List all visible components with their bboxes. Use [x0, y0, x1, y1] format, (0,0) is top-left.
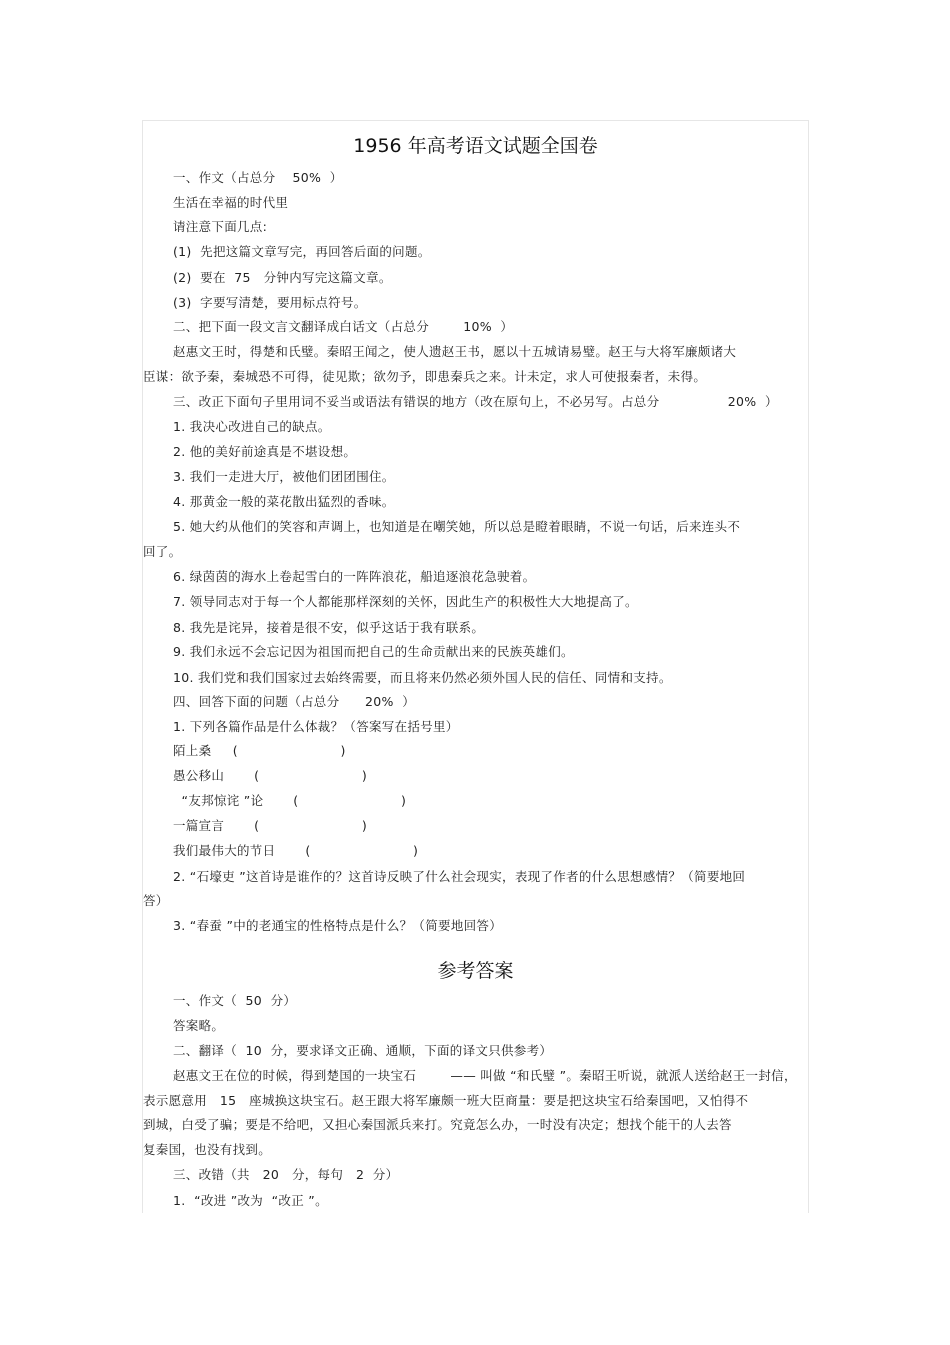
translation-line-2: 表示愿意用 15 座城换这块宝石。赵王跟大将军廉颇一班大臣商量：要是把这块宝石给秦国吧，又怕得不	[143, 1093, 749, 1108]
work-2: 愚公移山 ( )	[173, 768, 368, 783]
sentence-8: 8. 我先是诧异，接着是很不安，似乎这话于我有联系。	[173, 620, 485, 635]
work-1: 陌上桑 ( )	[173, 743, 346, 758]
sentence-9: 9. 我们永远不会忘记因为祖国而把自己的生命贡献出来的民族英雄们。	[173, 644, 574, 659]
notes-intro: 请注意下面几点:	[173, 219, 268, 234]
sentence-1: 1. 我决心改进自己的缺点。	[173, 419, 331, 434]
answer-section-3: 三、改错（共 20 分，每句 2 分）	[173, 1167, 399, 1182]
sentence-5-line-2: 回了。	[143, 544, 182, 559]
sentence-6: 6. 绿茵茵的海水上卷起雪白的一阵阵浪花，船追逐浪花急驶着。	[173, 569, 536, 584]
section-3-heading: 三、改正下面句子里用词不妥当或语法有错误的地方（改在原句上，不必另写。占总分 20% ）	[173, 394, 778, 409]
question-2-line-1: 2. “石壕吏 ”这首诗是谁作的？这首诗反映了什么社会现实，表现了作者的什么思想感情？（简要地回	[173, 869, 746, 884]
question-1: 1. 下列各篇作品是什么体裁？（答案写在括号里）	[173, 719, 459, 734]
correction-1: 1. “改进 ”改为 “改正 ”。	[173, 1193, 328, 1208]
translation-line-1: 赵惠文王在位的时候，得到楚国的一块宝石 —— 叫做 “和氏璧 ”。秦昭王听说，就派人送给赵王一封信，	[173, 1068, 797, 1083]
sentence-7: 7. 领导同志对于每一个人都能那样深刻的关怀，因此生产的积极性大大地提高了。	[173, 594, 638, 609]
work-4: 一篇宣言 ( )	[173, 818, 368, 833]
sentence-2: 2. 他的美好前途真是不堪设想。	[173, 444, 357, 459]
note-1: (1) 先把这篇文章写完，再回答后面的问题。	[173, 244, 431, 259]
question-3: 3. “春蚕 ”中的老通宝的性格特点是什么？（简要地回答）	[173, 918, 503, 933]
document-page	[142, 120, 809, 1213]
answer-essay: 答案略。	[173, 1018, 225, 1033]
classical-text-line-2: 臣谋：欲予秦，秦城恐不可得，徒见欺；欲勿予，即患秦兵之来。计未定，求人可使报秦者，未得。	[143, 369, 707, 384]
section-4-heading: 四、回答下面的问题（占总分 20% ）	[173, 694, 416, 709]
note-3: (3) 字要写清楚，要用标点符号。	[173, 295, 367, 310]
exam-title: 1956 年高考语文试题全国卷	[353, 135, 598, 157]
question-2-line-2: 答）	[143, 893, 169, 908]
classical-text-line-1: 赵惠文王时，得楚和氏璧。秦昭王闻之，使人遗赵王书，愿以十五城请易璧。赵王与大将军廉颇诸大	[173, 344, 737, 359]
sentence-4: 4. 那黄金一般的菜花散出猛烈的香味。	[173, 494, 395, 509]
translation-line-3: 到城，白受了骗；要是不给吧，又担心秦国派兵来打。究竟怎么办，一时没有决定；想找个能干的人去答	[143, 1117, 732, 1132]
section-1-heading: 一、作文（占总分 50% ）	[173, 170, 343, 185]
translation-line-4: 复秦国，也没有找到。	[143, 1142, 272, 1157]
sentence-5-line-1: 5. 她大约从他们的笑容和声调上，也知道是在嘲笑她，所以总是瞪着眼睛，不说一句话，后来连头不	[173, 519, 741, 534]
sentence-3: 3. 我们一走进大厅，被他们团团围住。	[173, 469, 395, 484]
answer-section-1: 一、作文（ 50 分）	[173, 993, 297, 1008]
work-5: 我们最伟大的节日 ( )	[173, 843, 419, 858]
answer-section-2: 二、翻译（ 10 分，要求译文正确、通顺，下面的译文只供参考）	[173, 1043, 553, 1058]
sentence-10: 10. 我们党和我们国家过去始终需要，而且将来仍然必须外国人民的信任、同情和支持。	[173, 670, 672, 685]
note-2: (2) 要在 75 分钟内写完这篇文章。	[173, 270, 392, 285]
section-2-heading: 二、把下面一段文言文翻译成白话文（占总分 10% ）	[173, 319, 514, 334]
work-3: “友邦惊诧 ”论 ( )	[173, 793, 407, 808]
essay-topic: 生活在幸福的时代里	[173, 195, 289, 210]
answer-title: 参考答案	[437, 960, 514, 982]
